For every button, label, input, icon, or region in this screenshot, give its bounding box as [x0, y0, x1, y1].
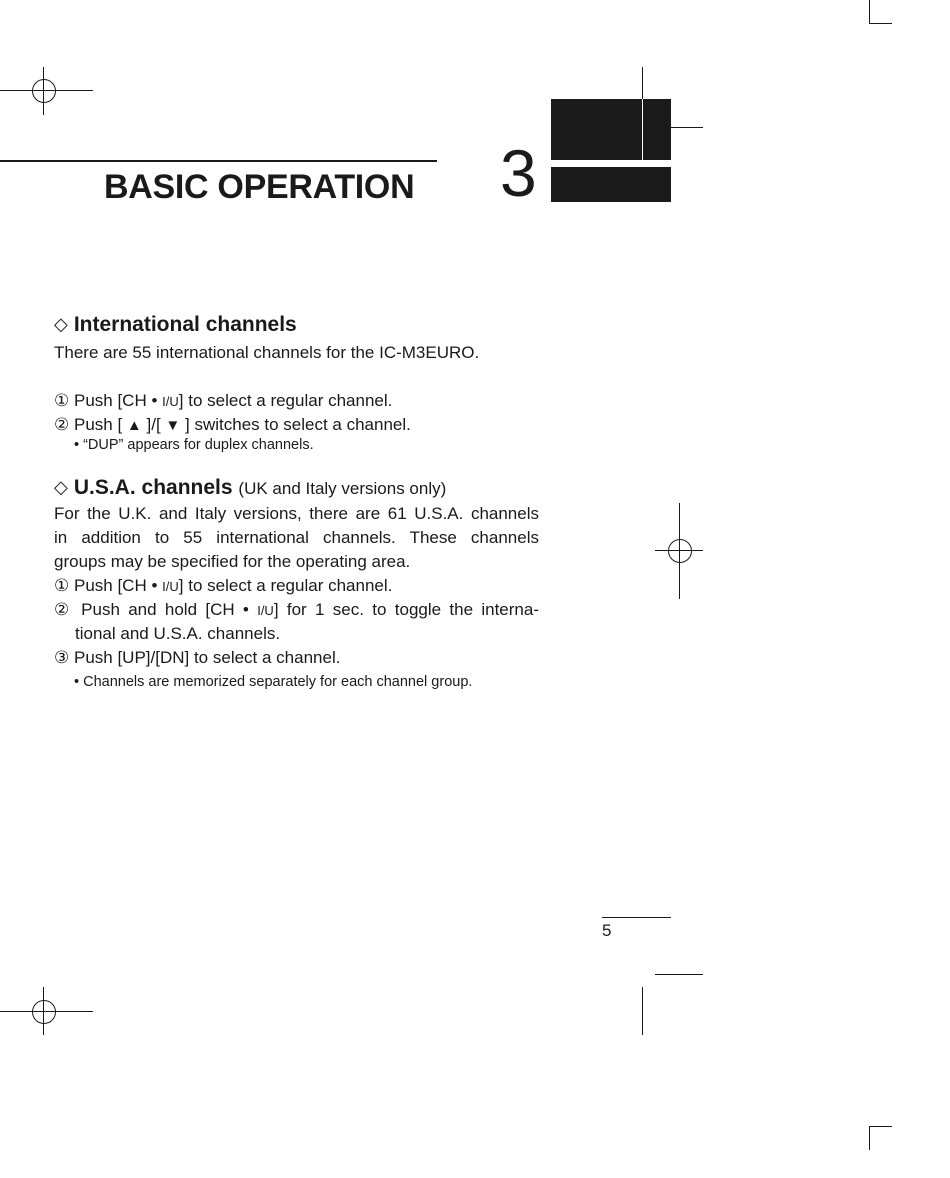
diamond-icon: ◇ [54, 477, 68, 497]
usa-step-2: ② Push and hold [CH • I/U] for 1 sec. to toggle the interna- [54, 600, 539, 619]
chapter-number: 3 [500, 136, 537, 210]
usa-step-3: ③ Push [UP]/[DN] to select a channel. [54, 648, 341, 667]
intl-intro: There are 55 international channels for the IC-M3EURO. [54, 343, 480, 362]
page-number: 5 [602, 921, 612, 940]
section-heading-international: ◇ International channels [54, 313, 297, 336]
intl-step-1: ① Push [CH • I/U] to select a regular channel. [54, 391, 393, 410]
page-title: BASIC OPERATION [104, 168, 415, 206]
page-number-rule [602, 917, 671, 918]
up-arrow-icon: ▲ [126, 417, 142, 434]
header-rule [0, 160, 437, 162]
usa-para-line-1: For the U.K. and Italy versions, there are 61 U.S.A. channels [54, 504, 539, 523]
usa-step-1: ① Push [CH • I/U] to select a regular channel. [54, 576, 393, 595]
intl-step-2: ② Push [ ▲ ]/[ ▼ ] switches to select a channel. [54, 415, 411, 434]
section-heading-usa: ◇ U.S.A. channels (UK and Italy versions only) [54, 476, 447, 499]
usa-bullet: • Channels are memorized separately for each channel group. [74, 674, 473, 690]
tab-crosshair [642, 99, 643, 160]
usa-step-2-cont: tional and U.S.A. channels. [75, 624, 281, 643]
diamond-icon: ◇ [54, 314, 68, 334]
chapter-tab-lower [551, 167, 671, 202]
chapter-tab-upper [551, 99, 671, 160]
down-arrow-icon: ▼ [165, 417, 181, 434]
usa-para-line-2: in addition to 55 international channels. These channels [54, 528, 539, 547]
usa-para-line-3: groups may be specified for the operating area. [54, 552, 411, 571]
intl-bullet: • “DUP” appears for duplex channels. [74, 437, 314, 453]
